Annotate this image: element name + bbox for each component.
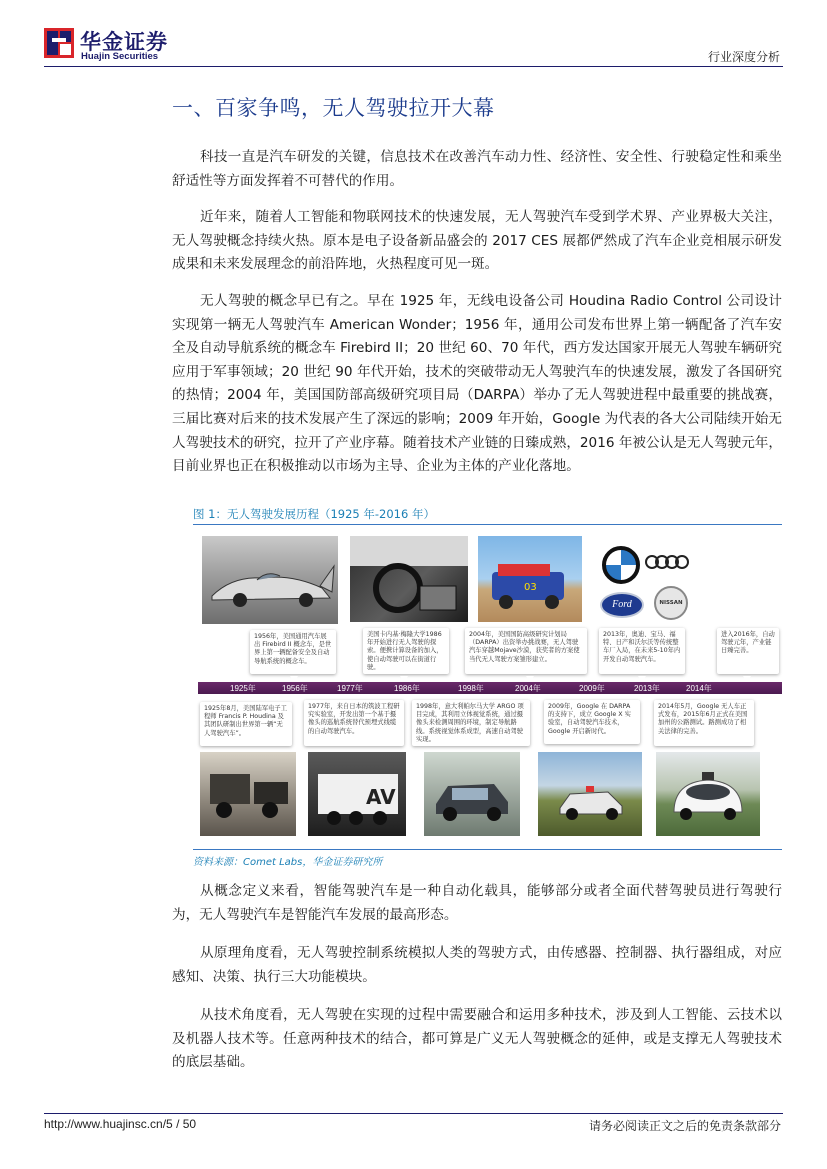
timeline-year: 2014年 (686, 684, 712, 693)
nissan-logo-text: NISSAN (659, 600, 683, 606)
timeline-year: 2009年 (579, 684, 605, 693)
note-2004: 2004年，美国国防高级研究计划局（DARPA）出资举办挑战赛，无人驾驶汽车穿越Mojave沙漠，获奖者的方案使当代无人驾驶方案雏形建立。 (465, 628, 587, 674)
note-2013: 2013年，奥迪、宝马、福特、日产和沃尔沃等传统整车厂入局，在未来5-10年内开发自动驾驶汽车。 (599, 628, 685, 674)
company-logo (44, 24, 184, 64)
timeline-marker (400, 676, 408, 682)
ford-logo-text: Ford (612, 599, 632, 610)
figure-top-rule (193, 524, 782, 525)
timeline-marker (526, 676, 534, 682)
figure-title: 图 1：无人驾驶发展历程（1925 年-2016 年） (193, 507, 435, 521)
figure-source: 资料来源：Comet Labs，华金证券研究所 (193, 857, 383, 868)
note-1998: 1998年，意大利帕尔马大学 ARGO 项目完成，其利用立体视觉系统，通过摄像头来检测周围的环境，制定导航路线。系统视觉体系成型，高速自动驾驶实现。 (412, 700, 530, 746)
huajin-logo-icon (44, 28, 74, 58)
bmw-logo-icon (602, 546, 640, 584)
photo-firebird-concept-car (202, 536, 338, 624)
paragraph-intro: 科技一直是汽车研发的关键，信息技术在改善汽车动力性、经济性、安全性、行驶稳定性和乘坐舒适性等方面发挥着不可替代的作用。 (172, 149, 782, 189)
logo-chinese-name: 华金证券 (80, 30, 168, 54)
timeline-year: 1998年 (458, 684, 484, 693)
darpa-car-number: 03 (524, 582, 537, 593)
paragraph-definition: 从概念定义来看，智能驾驶汽车是一种自动化载具，能够部分或者全面代替驾驶员进行驾驶行为，无人驾驶汽车是智能汽车发展的最高形态。 (172, 883, 782, 923)
svg-text:AV: AV (366, 785, 396, 809)
note-2016: 进入2016年，自动驾驶元年，产业链日臻完善。 (717, 628, 779, 674)
photo-cmu-cockpit (350, 536, 468, 622)
timeline-marker (638, 676, 646, 682)
timeline-year: 1977年 (337, 684, 363, 693)
report-type-label: 行业深度分析 (707, 50, 780, 64)
ford-logo-icon (600, 592, 644, 618)
nissan-logo-icon (654, 586, 688, 620)
note-1956: 1956年，美国通用汽车展出 Firebird II 概念车，是世界上第一辆配备安全及自动导航系统的概念车。 (250, 630, 336, 674)
footer-divider (44, 1113, 783, 1114)
timeline-year: 2004年 (515, 684, 541, 693)
photo-2009-google-prius (538, 752, 642, 836)
paragraph-principle: 从原理角度看，无人驾驶控制系统模拟人类的驾驶方式，由传感器、控制器、执行器组成，对应感知、决策、执行三大功能模块。 (172, 945, 782, 985)
paragraph-ces: 近年来，随着人工智能和物联网技术的快速发展，无人驾驶汽车受到学术界、产业界极大关注，无人驾驶概念持续火热。原本是电子设备新品盛会的 2017 CES 展都俨然成了汽车企业竞相展示研发成果和未来发展理念的前沿阵地，火热程度可见一斑。 (172, 209, 782, 273)
paragraph-technology: 从技术角度看，无人驾驶在实现的过程中需要融合和运用多种技术，涉及到人工智能、云技术以及机器人技术等。任意两种技术的结合，都可算是广义无人驾驶概念的延伸，或是支撑无人驾驶技术的底层基础。 (172, 1007, 782, 1071)
timeline-year: 1925年 (230, 684, 256, 693)
note-1977: 1977年，来自日本的筑波工程研究实验室，开发出第一个基于摄像头的巡航系统替代预埋式线缆的自动驾驶汽车。 (304, 700, 404, 746)
photo-2014-google-car (656, 752, 760, 836)
photo-1998-argo-car (424, 752, 520, 836)
photo-1925-american-wonder (200, 752, 296, 836)
footer-disclaimer: 请务必阅读正文之后的免责条款部分 (588, 1119, 781, 1133)
note-2009: 2009年，Google 在 DARPA 的支持下，成立 Google X 实验室，自动驾驶汽车技术，Google 开启新时代。 (544, 700, 640, 744)
figure-bottom-rule (193, 849, 782, 850)
audi-logo-icon (644, 554, 690, 570)
photo-1977-tsukuba-vehicle (308, 752, 406, 836)
footer-url-page: http://www.huajinsc.cn/5 / 50 (44, 1117, 197, 1131)
timeline-marker (290, 676, 298, 682)
note-1986: 美国卡内基·梅隆大学1986年开始进行无人驾驶的探索。便携计算设备的加入，使自动驾驶可以在街道行驶。 (363, 628, 449, 674)
logo-english-name: Huajin Securities (81, 51, 159, 62)
timeline-year: 2013年 (634, 684, 660, 693)
timeline-figure (198, 530, 782, 846)
timeline-year: 1986年 (394, 684, 420, 693)
section-title: 一、百家争鸣，无人驾驶拉开大幕 (172, 96, 495, 120)
paragraph-history: 无人驾驶的概念早已有之。早在 1925 年，无线电设备公司 Houdina Radio Control 公司设计实现第一辆无人驾驶汽车 American Wonder；1956 年，通用公司发布世界上第一辆配备了汽车安全及自动导航系统的概念车 Firebird II；20 世纪 60、70 年代，西方发达国家开展无人驾驶车辆研究应用于军事领域；20 世纪 90 年代开始，技术的突破带动无人驾驶汽车的快速发展，激发了各国研究的热情；2004 年，美国国防部高级研究项目局（DARPA）举办了无人驾驶进程中最重要的挑战赛，三届比赛对后来的技术发展产生了深远的影响；2009 年开始，Google 为代表的各大公司陆续开始无人驾驶技术的研究，拉开了产业序幕。随着技术产业链的日臻成熟，2016 年被公认是无人驾驶元年，目前业界也正在积极推动以市场为主导、企业为主体的产业化落地。 (172, 293, 782, 475)
timeline-marker (743, 676, 751, 682)
note-1925: 1925年8月，美国陆军电子工程师 Francis P. Houdina 及其团队研制出世界第一辆“无人驾驶汽车”。 (200, 702, 292, 746)
header-divider (44, 66, 783, 67)
note-2014: 2014年5月，Google 无人车正式发布，2015年6月正式在美国加州的公路测试。路测成功了相关法律的完善。 (654, 700, 754, 746)
photo-darpa-vehicle (478, 536, 582, 622)
timeline-year: 1956年 (282, 684, 308, 693)
